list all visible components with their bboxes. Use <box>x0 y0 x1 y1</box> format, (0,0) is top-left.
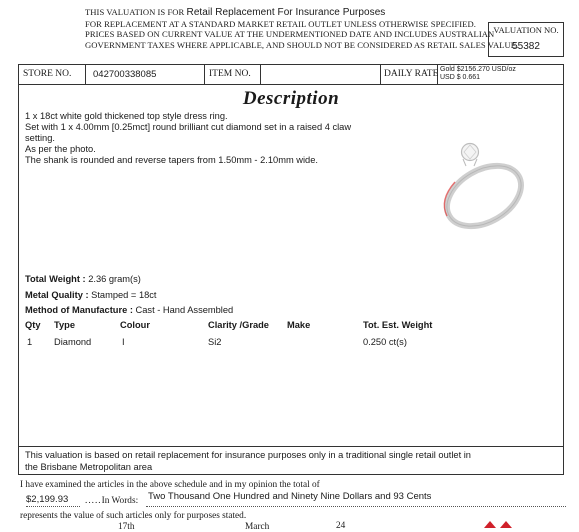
metal-quality-value: Stamped = 18ct <box>91 290 157 300</box>
date-year-partial: 24 <box>336 521 346 531</box>
description-line: 1 x 18ct white gold thickened top style dress ring. <box>25 111 228 121</box>
description-line: setting. <box>25 133 55 143</box>
table-header-colour: Colour <box>120 320 150 330</box>
daily-rate-label: DAILY RATE <box>384 69 439 79</box>
gold-rate: Gold $2156.270 USD/oz <box>440 66 516 73</box>
usd-rate: USD $ 0.661 <box>440 74 481 81</box>
header-line-3: PRICES BASED ON CURRENT VALUE AT THE UNDERMENTIONED DATE AND INCLUDES AUSTRALIAN <box>85 29 495 40</box>
item-label-cell <box>205 65 261 84</box>
date-day-partial: 17th <box>118 522 135 532</box>
table-header-clarity: Clarity /Grade <box>208 320 269 330</box>
certification-line-3: represents the value of such articles only for purposes stated. <box>20 511 247 521</box>
store-number: 042700338085 <box>93 69 157 80</box>
valuation-header <box>85 7 519 50</box>
store-label: STORE NO. <box>23 69 72 79</box>
description-line: As per the photo. <box>25 144 96 154</box>
table-cell-colour: I <box>122 337 125 347</box>
manufacture-row <box>25 305 233 316</box>
logo-mark-icon <box>482 520 516 528</box>
metal-quality-row <box>25 290 157 301</box>
table-cell-clarity: Si2 <box>208 337 222 347</box>
footnote-line-2: the Brisbane Metropolitan area <box>25 462 153 472</box>
description-title: Description <box>242 88 340 109</box>
total-weight-label: Total Weight : <box>25 274 86 284</box>
description-box <box>18 84 564 475</box>
total-weight-row <box>25 274 141 285</box>
in-words-value: Two Thousand One Hundred and Ninety Nine Dollars and 93 Cents <box>148 491 432 502</box>
table-cell-qty: 1 <box>27 337 33 347</box>
date-month-partial: March <box>245 522 270 532</box>
table-header-weight: Tot. Est. Weight <box>363 320 433 330</box>
description-line: The shank is rounded and reverse tapers from 1.50mm - 2.10mm wide. <box>25 155 318 165</box>
footnote <box>19 446 563 475</box>
table-header-type: Type <box>54 320 76 330</box>
store-label-cell <box>19 65 86 84</box>
description-line: Set with 1 x 4.00mm [0.25mct] round brilliant cut diamond set in a raised 4 claw <box>25 122 352 132</box>
footnote-line-1: This valuation is based on retail replacement for insurance purposes only in a traditional single retail outlet in <box>25 450 471 460</box>
header-line-2: FOR REPLACEMENT AT A STANDARD MARKET RETAIL OUTLET UNLESS OTHERWISE SPECIFIED. <box>85 18 476 29</box>
item-label: ITEM NO. <box>209 69 251 79</box>
header-line-1 <box>85 7 480 19</box>
valuation-number-box <box>488 22 564 57</box>
valuation-number-label: VALUATION NO. <box>493 25 559 35</box>
amount-dotted-line <box>26 506 80 507</box>
ring-photo-icon <box>429 130 547 238</box>
table-cell-weight: 0.250 ct(s) <box>363 337 407 347</box>
valuation-number: 55382 <box>512 41 540 52</box>
in-words-label-text: In Words: <box>101 496 139 506</box>
store-number-cell <box>86 65 205 84</box>
table-header-qty: Qty <box>25 320 41 330</box>
header-purpose: Retail Replacement For Insurance Purposes <box>186 7 386 18</box>
manufacture-value: Cast - Hand Assembled <box>135 305 234 315</box>
total-weight-value: 2.36 gram(s) <box>88 274 141 284</box>
item-number-cell <box>261 65 381 84</box>
certification-line-1: I have examined the articles in the above schedule and in my opinion the total of <box>20 480 320 490</box>
manufacture-label: Method of Manufacture : <box>25 305 133 315</box>
in-words-label: .....In Words: <box>85 496 139 506</box>
store-row <box>18 64 564 85</box>
table-cell-type: Diamond <box>54 337 92 347</box>
total-amount: $2,199.93 <box>26 494 69 505</box>
header-prefix: THIS VALUATION IS FOR <box>85 7 185 17</box>
table-header-make: Make <box>287 320 311 330</box>
words-dotted-line <box>146 506 566 507</box>
header-line-4: GOVERNMENT TAXES WHERE APPLICABLE, AND SHOULD NOT BE CONSIDERED AS RETAIL SALES VALUE. <box>85 39 519 50</box>
metal-quality-label: Metal Quality : <box>25 290 89 300</box>
daily-rate-label-cell <box>381 65 438 84</box>
daily-rate-cell <box>438 65 563 84</box>
